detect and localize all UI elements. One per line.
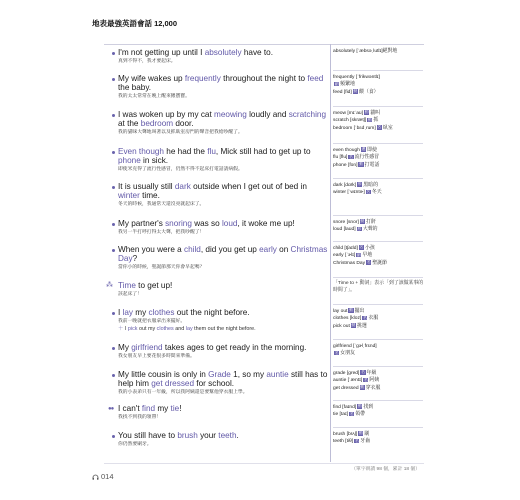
chinese-translation: 我的貓咪大聲地叫著以及抓臥室房門的聲音把我給吵醒了。 bbox=[118, 130, 243, 135]
vocabulary-item bbox=[333, 260, 428, 267]
sentence-text: takes ages to get ready in the morning. bbox=[162, 343, 307, 352]
bullet-icon bbox=[112, 435, 115, 438]
row-separator bbox=[333, 178, 423, 179]
sentence-text: throughout the night to bbox=[220, 74, 308, 83]
part-of-speech-tag: 名 bbox=[349, 411, 354, 416]
vocabulary-item bbox=[333, 219, 428, 226]
vocabulary-word: even though bbox=[333, 148, 360, 153]
sentence-text: and bbox=[173, 326, 186, 332]
sentence-text: in sick. bbox=[140, 156, 169, 166]
vocabulary-meaning: 打電話 bbox=[364, 162, 380, 168]
vocabulary-meaning: 挑選 bbox=[357, 323, 367, 329]
sentence-text: the baby. bbox=[118, 83, 152, 93]
vocabulary-word: scratch [skrætʃ] bbox=[333, 118, 367, 124]
bullet-icon bbox=[112, 223, 115, 226]
sentence-text: out my bbox=[137, 326, 157, 332]
vocabulary-item bbox=[333, 117, 428, 124]
page-number bbox=[92, 472, 114, 481]
vocabulary-box bbox=[333, 431, 428, 446]
sentence-text: door. bbox=[173, 119, 194, 129]
vocabulary-item bbox=[333, 189, 428, 196]
bullet-icon bbox=[112, 347, 115, 350]
part-of-speech-tag: 動 bbox=[367, 117, 372, 122]
highlighted-word: Grade bbox=[208, 370, 231, 379]
bullet-icon bbox=[112, 249, 115, 252]
chinese-translation: 即使米克得了流行性感冒，仍然不得不起床打電話請病假。 bbox=[118, 167, 243, 172]
vocabulary-meaning: 大聲的 bbox=[362, 227, 378, 233]
vocabulary-item bbox=[333, 343, 428, 350]
bullet-icon bbox=[112, 114, 115, 117]
highlighted-word: frequently bbox=[184, 74, 221, 83]
vocabulary-meaning: 抓 bbox=[373, 118, 379, 124]
part-of-speech-tag: 名 bbox=[359, 245, 364, 250]
vocabulary-item bbox=[333, 74, 428, 81]
vocabulary-meaning: 頻繁地 bbox=[340, 82, 355, 88]
row-separator bbox=[333, 143, 423, 144]
vocabulary-item bbox=[333, 350, 428, 357]
english-sentence bbox=[118, 48, 330, 57]
row-separator bbox=[333, 215, 423, 216]
row-separator bbox=[333, 106, 423, 107]
vocabulary-box bbox=[333, 308, 428, 330]
vocabulary-item bbox=[333, 125, 428, 132]
part-of-speech-tag: 名 bbox=[366, 189, 371, 194]
vocabulary-box bbox=[333, 110, 428, 132]
vocabulary-item bbox=[333, 323, 428, 330]
vocabulary-word: early [ˈɝlɪ] bbox=[333, 253, 356, 259]
sentence-text: was so bbox=[191, 219, 222, 228]
part-of-speech-tag: 名 bbox=[349, 154, 353, 159]
sentence-text: loudly and bbox=[246, 110, 289, 119]
sentence-text: My bbox=[118, 343, 132, 352]
bullet-icon bbox=[112, 151, 115, 154]
vocabulary-word: feed [fid] bbox=[333, 89, 352, 95]
vocabulary-item bbox=[333, 252, 428, 259]
row-separator bbox=[333, 400, 423, 401]
vocabulary-meaning: 打鼾 bbox=[366, 220, 376, 225]
part-of-speech-tag: 名 bbox=[377, 125, 382, 130]
vocabulary-word: pick out bbox=[333, 323, 350, 329]
part-of-speech-tag: 動 bbox=[351, 323, 356, 328]
highlighted-word: Time bbox=[118, 281, 136, 290]
vocabulary-word: phone [fon] bbox=[333, 162, 358, 168]
highlighted-word: loud bbox=[221, 219, 238, 228]
highlighted-word: flu bbox=[207, 147, 216, 156]
sentence-text: to get up! bbox=[135, 281, 173, 290]
vocabulary-meaning: 流行性感冒 bbox=[354, 155, 380, 161]
vocabulary-item bbox=[333, 147, 428, 154]
sentence-text: ! bbox=[179, 404, 182, 413]
highlighted-word: Even though bbox=[118, 147, 164, 156]
part-of-speech-tag: 動 bbox=[353, 89, 358, 94]
vocabulary-item bbox=[333, 431, 428, 438]
vocabulary-meaning: 衣服 bbox=[368, 316, 379, 322]
chinese-translation: 我找不到我的領帶！ bbox=[118, 415, 162, 420]
top-divider bbox=[104, 44, 424, 45]
highlighted-word: girlfriend bbox=[131, 343, 163, 352]
sentence-text: he had the bbox=[163, 147, 208, 156]
vocabulary-word: auntie [ˈæntɪ] bbox=[333, 378, 363, 384]
headphone-icon bbox=[92, 474, 99, 480]
column-divider bbox=[330, 44, 331, 462]
sentence-text: time. bbox=[139, 191, 160, 201]
vocabulary-item bbox=[333, 154, 428, 161]
sentence-text: ? bbox=[132, 254, 138, 264]
sentence-text: . bbox=[236, 431, 239, 440]
vocabulary-box bbox=[333, 404, 428, 419]
vocabulary-meaning: 即使 bbox=[367, 148, 377, 153]
vocabulary-meaning: 找到 bbox=[363, 405, 374, 410]
vocabulary-item bbox=[333, 404, 428, 411]
highlighted-word: meowing bbox=[214, 110, 247, 119]
highlighted-word: get dressed bbox=[151, 379, 195, 389]
vocabulary-meaning: 阿姨 bbox=[369, 378, 380, 384]
sentence-text: I bbox=[118, 308, 123, 317]
english-sentence bbox=[118, 182, 330, 201]
highlighted-word: winter bbox=[118, 191, 140, 201]
vocabulary-word: meow [mɪˈaʊ] bbox=[333, 111, 364, 116]
chinese-translation: 該起床了！ bbox=[118, 292, 142, 297]
plus-icon: ＋ bbox=[118, 326, 125, 332]
sentence-text: I'm not getting up until I bbox=[118, 48, 205, 57]
english-sentence bbox=[118, 431, 330, 440]
vocabulary-meaning: 臥室 bbox=[382, 125, 393, 131]
highlighted-word: child bbox=[184, 245, 201, 254]
row-separator bbox=[333, 366, 423, 367]
sentence-text: I can't bbox=[118, 404, 142, 413]
highlighted-word: brush bbox=[177, 431, 198, 440]
star-bullet-icon: ⁂ bbox=[106, 282, 113, 289]
sentence-text: , Mick still had to get up to bbox=[215, 147, 311, 156]
sentence-text: I bbox=[124, 326, 128, 332]
part-of-speech-tag: 形 bbox=[357, 182, 362, 187]
sentence-text: still has to help him bbox=[118, 370, 328, 389]
vocabulary-word: snore [snor] bbox=[333, 220, 359, 225]
vocabulary-item bbox=[333, 182, 428, 189]
sentence-text: When you were a bbox=[118, 245, 184, 254]
vocabulary-box bbox=[333, 219, 428, 234]
vocabulary-word: clothes [kloz] bbox=[333, 316, 362, 322]
vocabulary-item bbox=[333, 110, 428, 117]
vocabulary-box bbox=[333, 343, 428, 358]
part-of-speech-tag: 動 bbox=[360, 219, 365, 224]
vocabulary-box bbox=[333, 182, 428, 197]
english-sentence bbox=[118, 281, 330, 290]
sentence-text: them out the night before. bbox=[192, 326, 256, 332]
vocabulary-item bbox=[333, 385, 428, 392]
sentence-text: 1, so my bbox=[230, 370, 267, 379]
highlighted-word: snoring bbox=[165, 219, 192, 228]
vocabulary-word: get dressed bbox=[333, 385, 359, 391]
sentence-text: It is usually still bbox=[118, 182, 175, 191]
part-of-speech-tag: 名 bbox=[354, 438, 359, 443]
vocabulary-meaning: 刷 bbox=[364, 432, 370, 437]
part-of-speech-tag: 動 bbox=[349, 308, 353, 313]
part-of-speech-tag: 動 bbox=[360, 385, 365, 390]
vocabulary-meaning: 領帶 bbox=[355, 412, 366, 418]
highlighted-word: bedroom bbox=[140, 119, 174, 129]
vocabulary-item bbox=[333, 226, 428, 233]
vocabulary-meaning: 擺出 bbox=[354, 309, 365, 314]
highlighted-word: scratching bbox=[288, 110, 327, 119]
page-number-text: 014 bbox=[101, 472, 114, 481]
vocabulary-item bbox=[333, 48, 428, 55]
highlighted-word: find bbox=[141, 404, 156, 413]
vocabulary-word: teeth [tiθ] bbox=[333, 439, 354, 445]
part-of-speech-tag: 副 bbox=[356, 252, 361, 257]
sentence-text: , it woke me up! bbox=[237, 219, 295, 228]
vocabulary-item bbox=[333, 370, 428, 377]
vocabulary-box bbox=[333, 74, 428, 96]
extra-example-sentence bbox=[118, 326, 330, 332]
sentence-text: out the night before. bbox=[174, 308, 250, 317]
part-of-speech-tag: 動 bbox=[357, 404, 362, 409]
highlighted-word: pick bbox=[127, 326, 138, 332]
grammar-note: 「Time to + 動詞」表示「到了該做某事的時間了」。 bbox=[333, 281, 424, 293]
double-bullet-icon: ●● bbox=[108, 406, 114, 412]
chinese-translation: 真到不得不，我才要起床。 bbox=[118, 59, 176, 64]
vocabulary-meaning: 女朋友 bbox=[340, 351, 355, 357]
vocabulary-word: winter [ˈwɪntɚ] bbox=[333, 190, 365, 196]
footer-note: （單字朗讀 98 個，累計 18 個） bbox=[351, 467, 420, 472]
vocabulary-item bbox=[333, 438, 428, 445]
highlighted-word: Christmas Day bbox=[118, 245, 328, 264]
highlighted-word: teeth bbox=[218, 431, 237, 440]
vocabulary-box bbox=[333, 147, 428, 169]
highlighted-word: clothes bbox=[148, 308, 175, 317]
sentence-text: have to. bbox=[241, 48, 273, 57]
vocabulary-meaning: 絕對地 bbox=[382, 49, 398, 54]
highlighted-word: auntie bbox=[266, 370, 289, 379]
chinese-translation: 我前一晚就把衣服拿出來擺好。 bbox=[118, 319, 186, 324]
chinese-translation: 當你小的時候，聖誕節那天你會早起嗎？ bbox=[118, 265, 205, 270]
vocabulary-meaning: 聖誕節 bbox=[372, 260, 387, 266]
sentence-text: on bbox=[276, 245, 291, 254]
highlighted-word: tie bbox=[170, 404, 180, 413]
chinese-translation: 我的太太常常在晚上醒來餵寶寶。 bbox=[118, 94, 190, 99]
bullet-icon bbox=[112, 374, 115, 377]
vocabulary-item bbox=[333, 308, 428, 315]
chinese-translation: 我女朋友早上要花很多時間來準備。 bbox=[118, 354, 195, 359]
vocabulary-item bbox=[333, 162, 428, 169]
sentence-text: My little cousin is only in bbox=[118, 370, 209, 379]
sentence-text: my bbox=[133, 308, 149, 317]
part-of-speech-tag: 動 bbox=[359, 162, 363, 167]
vocabulary-meaning: 穿衣服 bbox=[365, 385, 381, 391]
highlighted-word: feed bbox=[307, 74, 324, 83]
highlighted-word: clothes bbox=[156, 326, 174, 332]
vocabulary-word: flu [flu] bbox=[333, 155, 348, 161]
vocabulary-item bbox=[333, 377, 428, 384]
sentence-text: your bbox=[197, 431, 219, 440]
bullet-icon bbox=[112, 52, 115, 55]
vocabulary-word: absolutely [ˈæbsəˌlutlɪ] bbox=[333, 49, 383, 54]
sentence-text: I was woken up by my cat bbox=[118, 110, 215, 119]
sentence-text: outside when I get out of bed in bbox=[190, 182, 307, 191]
vocabulary-meaning: 冬天 bbox=[371, 190, 382, 196]
sentence-text: My partner's bbox=[118, 219, 166, 228]
vocabulary-word: find [faɪnd] bbox=[333, 405, 357, 410]
english-sentence bbox=[118, 219, 330, 228]
bullet-icon bbox=[112, 186, 115, 189]
english-sentence bbox=[118, 404, 330, 413]
highlighted-word: absolutely bbox=[204, 48, 242, 57]
part-of-speech-tag: 名 bbox=[366, 260, 371, 265]
english-sentence bbox=[118, 147, 330, 166]
row-separator bbox=[333, 70, 423, 71]
chinese-translation: 你仍然要刷牙。 bbox=[118, 442, 152, 447]
english-sentence bbox=[118, 74, 330, 93]
vocabulary-item bbox=[333, 89, 428, 96]
row-separator bbox=[333, 427, 423, 428]
bullet-icon bbox=[112, 78, 115, 81]
part-of-speech-tag: 動 bbox=[358, 431, 363, 436]
vocabulary-word: brush [brʌʃ] bbox=[333, 432, 358, 437]
vocabulary-box bbox=[333, 48, 428, 55]
vocabulary-box bbox=[333, 370, 428, 392]
part-of-speech-tag: 名 bbox=[362, 315, 367, 320]
part-of-speech-tag: 名 bbox=[361, 370, 365, 375]
english-sentence bbox=[118, 308, 330, 317]
bottom-divider bbox=[104, 463, 424, 464]
vocabulary-meaning: 早地 bbox=[362, 253, 373, 259]
row-separator bbox=[333, 339, 423, 340]
highlighted-word: lay bbox=[185, 326, 193, 332]
vocabulary-word: grade [ɡred] bbox=[333, 371, 360, 376]
part-of-speech-tag: 名 bbox=[334, 350, 339, 355]
sentence-text: , did you get up bbox=[200, 245, 260, 254]
vocabulary-meaning: 小孩 bbox=[365, 246, 375, 251]
highlighted-word: lay bbox=[122, 308, 134, 317]
vocabulary-word: Christmas Day bbox=[333, 260, 366, 266]
sentence-text: You still have to bbox=[118, 431, 178, 440]
part-of-speech-tag: 連 bbox=[361, 147, 366, 152]
part-of-speech-tag: 動 bbox=[364, 110, 369, 115]
row-separator bbox=[333, 304, 423, 305]
sentence-text: at the bbox=[118, 119, 141, 129]
vocabulary-word: bedroom [ˈbɛdˌrum] bbox=[333, 125, 376, 131]
highlighted-word: dark bbox=[174, 182, 191, 191]
vocabulary-word: loud [laʊd] bbox=[333, 227, 356, 233]
english-sentence bbox=[118, 110, 330, 129]
chinese-translation: 我的小表弟只有一年級，所以我阿姨還是要幫他穿衣服上學。 bbox=[118, 390, 248, 395]
sentence-text: for school. bbox=[194, 379, 235, 389]
vocabulary-word: lay out bbox=[333, 309, 348, 314]
sentence-text: my bbox=[155, 404, 171, 413]
vocabulary-meaning: 年級 bbox=[366, 371, 377, 376]
chinese-translation: 我另一半打呼打得太大聲，把我吵醒了！ bbox=[118, 230, 205, 235]
vocabulary-meaning: 餵（食） bbox=[358, 89, 379, 95]
row-separator bbox=[333, 277, 423, 278]
vocabulary-item bbox=[333, 81, 428, 88]
part-of-speech-tag: 形 bbox=[357, 226, 362, 231]
vocabulary-box bbox=[333, 245, 428, 267]
vocabulary-word: girlfriend [ˈɡɝlˌfrɛnd] bbox=[333, 344, 377, 349]
vocabulary-meaning: 牙齒 bbox=[360, 439, 371, 445]
vocabulary-item bbox=[333, 315, 428, 322]
vocabulary-item bbox=[333, 411, 428, 418]
chinese-translation: 冬天的時候，我通常天還沒亮就起床了。 bbox=[118, 202, 205, 207]
vocabulary-word: tie [taɪ] bbox=[333, 412, 349, 418]
english-sentence bbox=[118, 343, 330, 352]
vocabulary-word: child [tʃaɪld] bbox=[333, 246, 358, 251]
vocabulary-meaning: 貓叫 bbox=[370, 111, 381, 116]
vocabulary-item bbox=[333, 245, 428, 252]
part-of-speech-tag: 副 bbox=[334, 81, 339, 86]
english-sentence bbox=[118, 245, 330, 264]
row-separator bbox=[333, 241, 423, 242]
book-title: 地表最強英語會話 12,000 bbox=[92, 19, 178, 28]
bullet-icon bbox=[112, 312, 115, 315]
sentence-text: My wife wakes up bbox=[118, 74, 185, 83]
highlighted-word: early bbox=[259, 245, 277, 254]
vocabulary-word: frequently [ˈfrikwəntlɪ] bbox=[333, 75, 380, 80]
vocabulary-meaning: 黑暗的 bbox=[363, 183, 378, 188]
highlighted-word: phone bbox=[118, 156, 141, 166]
part-of-speech-tag: 名 bbox=[363, 377, 368, 382]
vocabulary-word: dark [dɑrk] bbox=[333, 183, 357, 188]
english-sentence bbox=[118, 370, 330, 389]
